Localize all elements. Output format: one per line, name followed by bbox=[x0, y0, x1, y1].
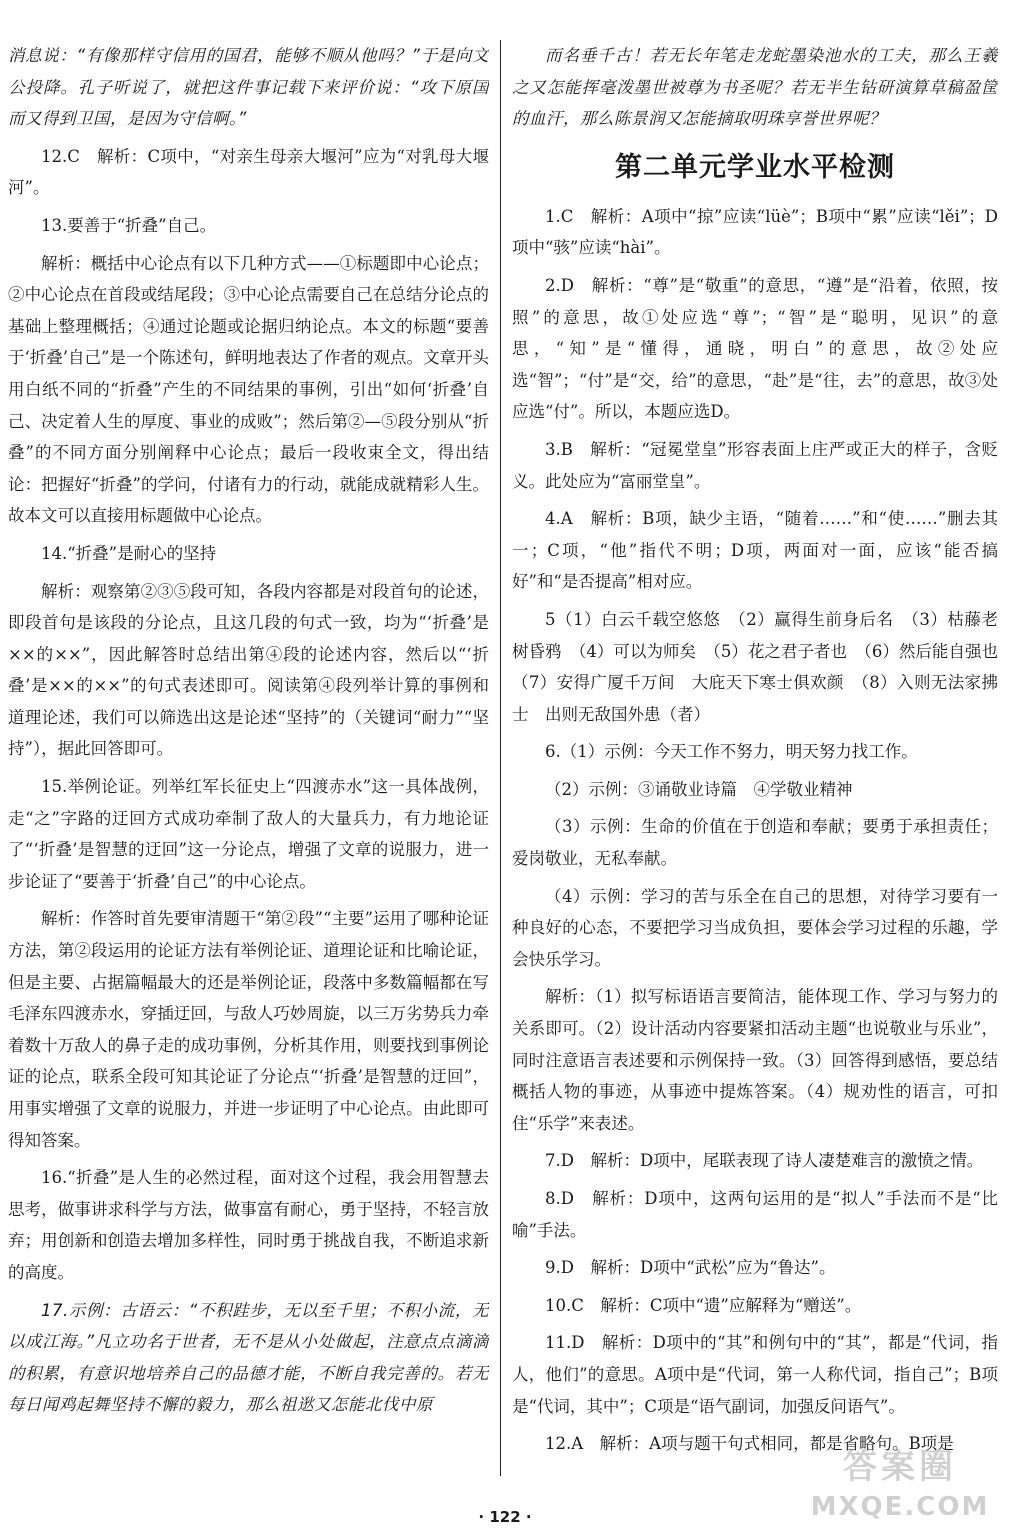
answer-paragraph: （2）示例：③诵敬业诗篇 ④学敬业精神 bbox=[545, 779, 853, 799]
answer-paragraph: 解析：（1）拟写标语语言要简洁，能体现工作、学习与努力的关系即可。（2）设计活动内容要紧扣活动主题“也说敬业与乐业”，同时注意语言表述要和示例保持一致。（3）回答得到感悟，要总结概括人物的事迹，从事迹中提炼答案。（4）规劝性的语言，可扣住“乐学”来表述。 bbox=[512, 987, 998, 1133]
watermark-top: 答案圈 bbox=[843, 1447, 957, 1487]
answer-paragraph: 15.举例论证。列举红军长征史上“四渡赤水”这一具体战例，走“之”字路的迂回方式成功牵制了敌人的大量兵力，有力地论证了“‘折叠’是智慧的迂回”这一分论点，增强了文章的说服力，进一步论证了“要善于‘折叠’自己”的中心论点。 bbox=[8, 777, 489, 891]
answer-paragraph: 13.要善于“折叠”自己。 bbox=[41, 215, 217, 235]
answer-paragraph: 解析：作答时首先要审清题干“第②段”“主要”运用了哪种论证方法，第②段运用的论证方法有举例论证、道理论证和比喻论证，但是主要、占据篇幅最大的还是举例论证，段落中多数篇幅都在写毛泽东四渡赤水，穿插迂回，与敌人巧妙周旋，以三万劣势兵力牵着数十万敌人的鼻子走的成功事例，分析其作用，则要找到事例论证的论点，联系全段可知其论证了分论点“‘折叠’是智慧的迂回”，用事实增强了文章的说服力，并进一步证明了中心论点。由此即可得知答案。 bbox=[8, 909, 489, 1150]
answer-paragraph: 12.C 解析：C项中，“对亲生母亲大堰河”应为“对乳母大堰河”。 bbox=[8, 146, 489, 198]
right-column bbox=[512, 40, 998, 1484]
answer-paragraph: 6.（1）示例：今天工作不努力，明天努力找工作。 bbox=[545, 742, 918, 762]
answer-paragraph: 7.D 解析：D项中，尾联表现了诗人凄楚难言的激愤之情。 bbox=[545, 1151, 984, 1171]
answer-paragraph: 消息说：“有像那样守信用的国君，能够不顺从他吗？”于是向文公投降。孔子听说了，就把这件事记载下来评价说：“攻下原国而又得到卫国，是因为守信啊。” bbox=[8, 46, 489, 129]
column-divider bbox=[500, 40, 501, 1476]
answer-paragraph: 解析：概括中心论点有以下几种方式——①标题即中心论点；②中心论点在首段或结尾段；③中心论点需要自己在总结分论点的基础上整理概括；④通过论题或论据归纳论点。本文的标题“要善于‘折叠’自己”是一个陈述句，鲜明地表达了作者的观点。文章开头用白纸不同的“折叠”产生的不同结果的事例，引出“如何‘折叠’自己、决定着人生的厚度、事业的成败”；然后第②—⑤段分别从“折叠”的不同方面分别阐释中心论点；最后一段收束全文，得出结论：把握好“折叠”的学问，付诸有力的行动，就能成就精彩人生。故本文可以直接用标题做中心论点。 bbox=[8, 253, 489, 526]
section-heading: 第二单元学业水平检测 bbox=[615, 151, 895, 183]
answer-paragraph: 12.A 解析：A项与题干句式相同，都是省略句。B项是 bbox=[545, 1434, 954, 1454]
answer-paragraph: （4）示例：学习的苦与乐全在自己的思想，对待学习要有一种良好的心态，不要把学习当成负担，要体会学习过程的乐趣，学会快乐学习。 bbox=[512, 886, 998, 969]
answer-paragraph: 9.D 解析：D项中“武松”应为“鲁达”。 bbox=[545, 1258, 836, 1278]
watermark-logo bbox=[800, 1442, 1000, 1532]
answer-paragraph: 10.C 解析：C项中“遗”应解释为“赠送”。 bbox=[545, 1295, 862, 1315]
answer-paragraph: 14.“折叠”是耐心的坚持 bbox=[41, 543, 217, 563]
answer-paragraph: 3.B 解析：“冠冕堂皇”形容表面上庄严或正大的样子，含贬义。此处应为“富丽堂皇”。 bbox=[512, 439, 998, 491]
answer-paragraph: 11.D 解析：D项中的“其”和例句中的“其”，都是“代词，指人，他们”的意思。A项中是“代词，第一人称代词，指自己”；B项是“代词，其中”；C项是“语气副词，加强反问语气”。 bbox=[512, 1333, 998, 1416]
left-column bbox=[8, 40, 489, 1484]
right-column-intro: 而名垂千古！若无长年笔走龙蛇墨染池水的工夫，那么王羲之又怎能挥毫泼墨世被尊为书圣呢？若无半生钻研演算草稿盈筐的血汗，那么陈景润又怎能摘取明珠享誉世界呢？ bbox=[512, 46, 998, 129]
page-number: · 122 · bbox=[478, 1508, 532, 1526]
answer-paragraph: 16.“折叠”是人生的必然过程，面对这个过程，我会用智慧去思考，做事讲求科学与方法，做事富有耐心，勇于坚持，不轻言放弃；用创新和创造去增加多样性，同时勇于挑战自我，不断追求新的高度。 bbox=[8, 1168, 489, 1282]
answer-list bbox=[512, 201, 998, 1460]
answer-paragraph: 1.C 解析：A项中“掠”应读“lüè”；B项中“累”应读“lěi”；D项中“骇”应读“hài”。 bbox=[512, 206, 998, 258]
answer-paragraph: 5（1）白云千载空悠悠 （2）赢得生前身后名 （3）枯藤老树昏鸦 （4）可以为师矣 （5）花之君子者也 （6）然后能自强也 （7）安得广厦千万间 大庇天下寒士俱欢颜 （8）入则无法家拂士 出则无敌国外患（者） bbox=[512, 609, 998, 724]
answer-paragraph: 解析：观察第②③⑤段可知，各段内容都是对段首句的论述，即段首句是该段的分论点，且这几段的句式一致，均为“‘折叠’是××的××”，因此解答时总结出第④段的论述内容，然后以“‘折叠’是××的××”的句式表述即可。阅读第④段列举计算的事例和道理论述，我们可以筛选出这是论述“坚持”的（关键词“耐力”“坚持”），据此回答即可。 bbox=[8, 581, 489, 759]
watermark-bottom: MXQE.COM bbox=[810, 1492, 990, 1522]
answer-paragraph: （3）示例：生命的价值在于创造和奉献；要勇于承担责任；爱岗敬业，无私奉献。 bbox=[512, 817, 998, 869]
answer-paragraph: 2.D 解析：“尊”是“敬重”的意思，“遵”是“沿着，依照，按照”的意思，故①处应选“尊”；“智”是“聪明，见识”的意思，“知”是“懂得，通晓，明白”的意思，故②处应选“智”；“付”是“交，给”的意思，“赴”是“往，去”的意思，故③处应选“付”。所以，本题应选D。 bbox=[512, 275, 998, 422]
answer-paragraph: 17.示例：古语云：“不积跬步，无以至千里；不积小流，无以成江海。”凡立功名于世者，无不是从小处做起，注意点点滴滴的积累，有意识地培养自己的品德才能，不断自我完善的。若无每日闻鸡起舞坚持不懈的毅力，那么祖逖又怎能北伐中原 bbox=[8, 1300, 489, 1415]
answer-paragraph: 4.A 解析：B项，缺少主语，“随着……”和“使……”删去其一；C项，“他”指代不明；D项，两面对一面，应该“能否搞好”和“是否提高”相对应。 bbox=[512, 509, 998, 592]
answer-paragraph: 8.D 解析：D项中，这两句运用的是“拟人”手法而不是“比喻”手法。 bbox=[512, 1189, 998, 1240]
